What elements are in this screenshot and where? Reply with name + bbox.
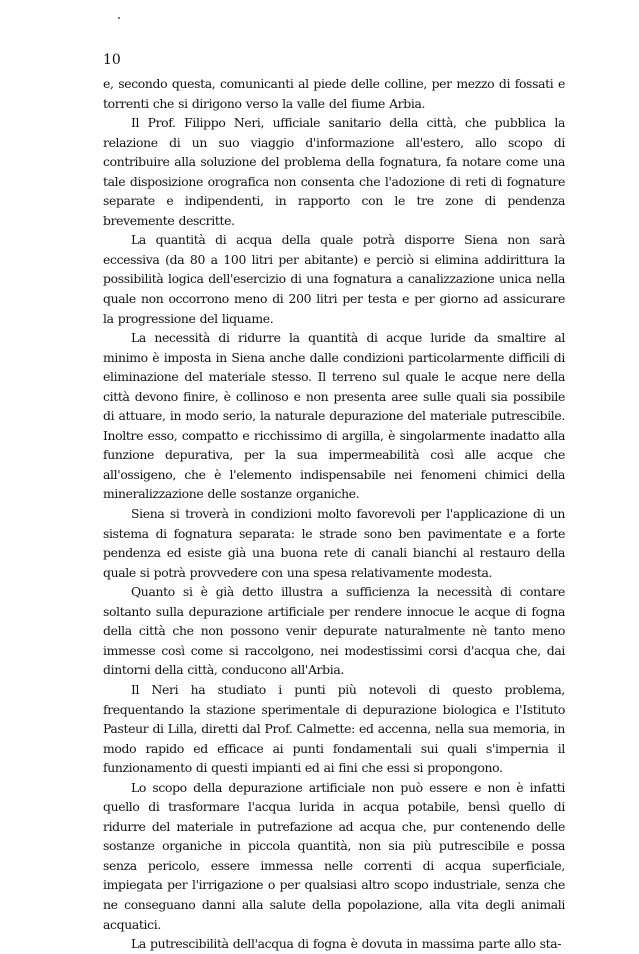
paragraph-7: Il Neri ha studiato i punti più notevoli di questo problema, frequentando la stazione sperimentale di depurazione biologica e l'Istituto Pasteur di Lilla, diretti dal Prof. Calmette: ed accenna, nella sua memoria, in modo rapido ed efficace ai punti fondamentali sui quali s'impernia il funzionamento di questi impianti ed ai fini che essi si propongono. bbox=[103, 681, 565, 776]
paragraph-3: La quantità di acqua della quale potrà disporre Siena non sarà eccessiva (da 80 a 100 litri per abitante) e perciò si elimina addirittura la possibilità logica dell'esercizio di una fognatura a canalizzazione unica nella quale non occorrono meno di 200 litri per testa e per giorno ad assicurare la progressione del liquame. bbox=[103, 232, 565, 326]
paragraph-5: Siena si troverà in condizioni molto favorevoli per l'applicazione di un sistema di fognatura separata: le strade sono ben pavimentate e a forte pendenza ed esiste già una buona rete di canali bianchi al restauro della quale si potrà provvedere con una spesa relativamente modesta. bbox=[103, 506, 565, 580]
paragraph-8: Lo scopo della depurazione artificiale non può essere e non è infatti quello di trasformare l'acqua lurida in acqua potabile, bensì quello di ridurre del materiale in putrefazione ad acqua che, pur contenendo delle sostanze organiche in piccola quantità, non sia più putrescibile e possa senza pericolo, essere immessa nelle correnti di acqua superficiale, impiegata per l'irrigazione o per qualsiasi altro scopo industriale, senza che ne conseguano danni alla salute della popolazione, alla vita degli animali acquatici. bbox=[103, 779, 565, 932]
paragraph-1: e, secondo questa, comunicanti al piede delle colline, per mezzo di fossati e torrenti che si dirigono verso la valle del fiume Arbia. bbox=[103, 76, 565, 111]
paragraph-4: La necessità di ridurre la quantità di acque luride da smaltire al minimo è imposta in Siena anche dalle condizioni particolarmente difficili di eliminazione del materiale stesso. Il terreno sul quale le acque nere della città devono finire, è collinoso e non presenta aree sulle quali sia possibile di attuare, in modo serio, la naturale depurazione del materiale putrescibile. Inoltre esso, compatto e ricchissimo di argilla, è singolarmente inadatto alla funzione depurativa, per la sua impermeabilità così alle acque che all'ossigeno, che è l'elemento indispensabile nei fenomeni chimici della mineralizzazione delle sostanze organiche. bbox=[103, 330, 565, 502]
page-number: 10 bbox=[103, 52, 121, 68]
ink-speck bbox=[118, 17, 120, 19]
body-text bbox=[103, 74, 565, 954]
paragraph-6: Quanto si è già detto illustra a sufficienza la necessità di contare soltanto sulla depurazione artificiale per rendere innocue le acque di fogna della città che non possono venir depurate naturalmente nè tanto meno immesse così come si raccolgono, nei modestissimi corsi d'acqua che, dai dintorni della città, conducono all'Arbia. bbox=[103, 584, 565, 678]
paragraph-9: La putrescibilità dell'acqua di fogna è dovuta in massima parte allo sta- bbox=[131, 936, 562, 952]
paragraph-2: Il Prof. Filippo Neri, ufficiale sanitario della città, che pubblica la relazione di un suo viaggio d'informazione all'estero, allo scopo di contribuire alla soluzione del problema della fognatura, fa notare come una tale disposizione orografica non consenta che l'adozione di reti di fognature separate e indipendenti, in rapporto con le tre zone di pendenza brevemente descritte. bbox=[103, 115, 565, 228]
